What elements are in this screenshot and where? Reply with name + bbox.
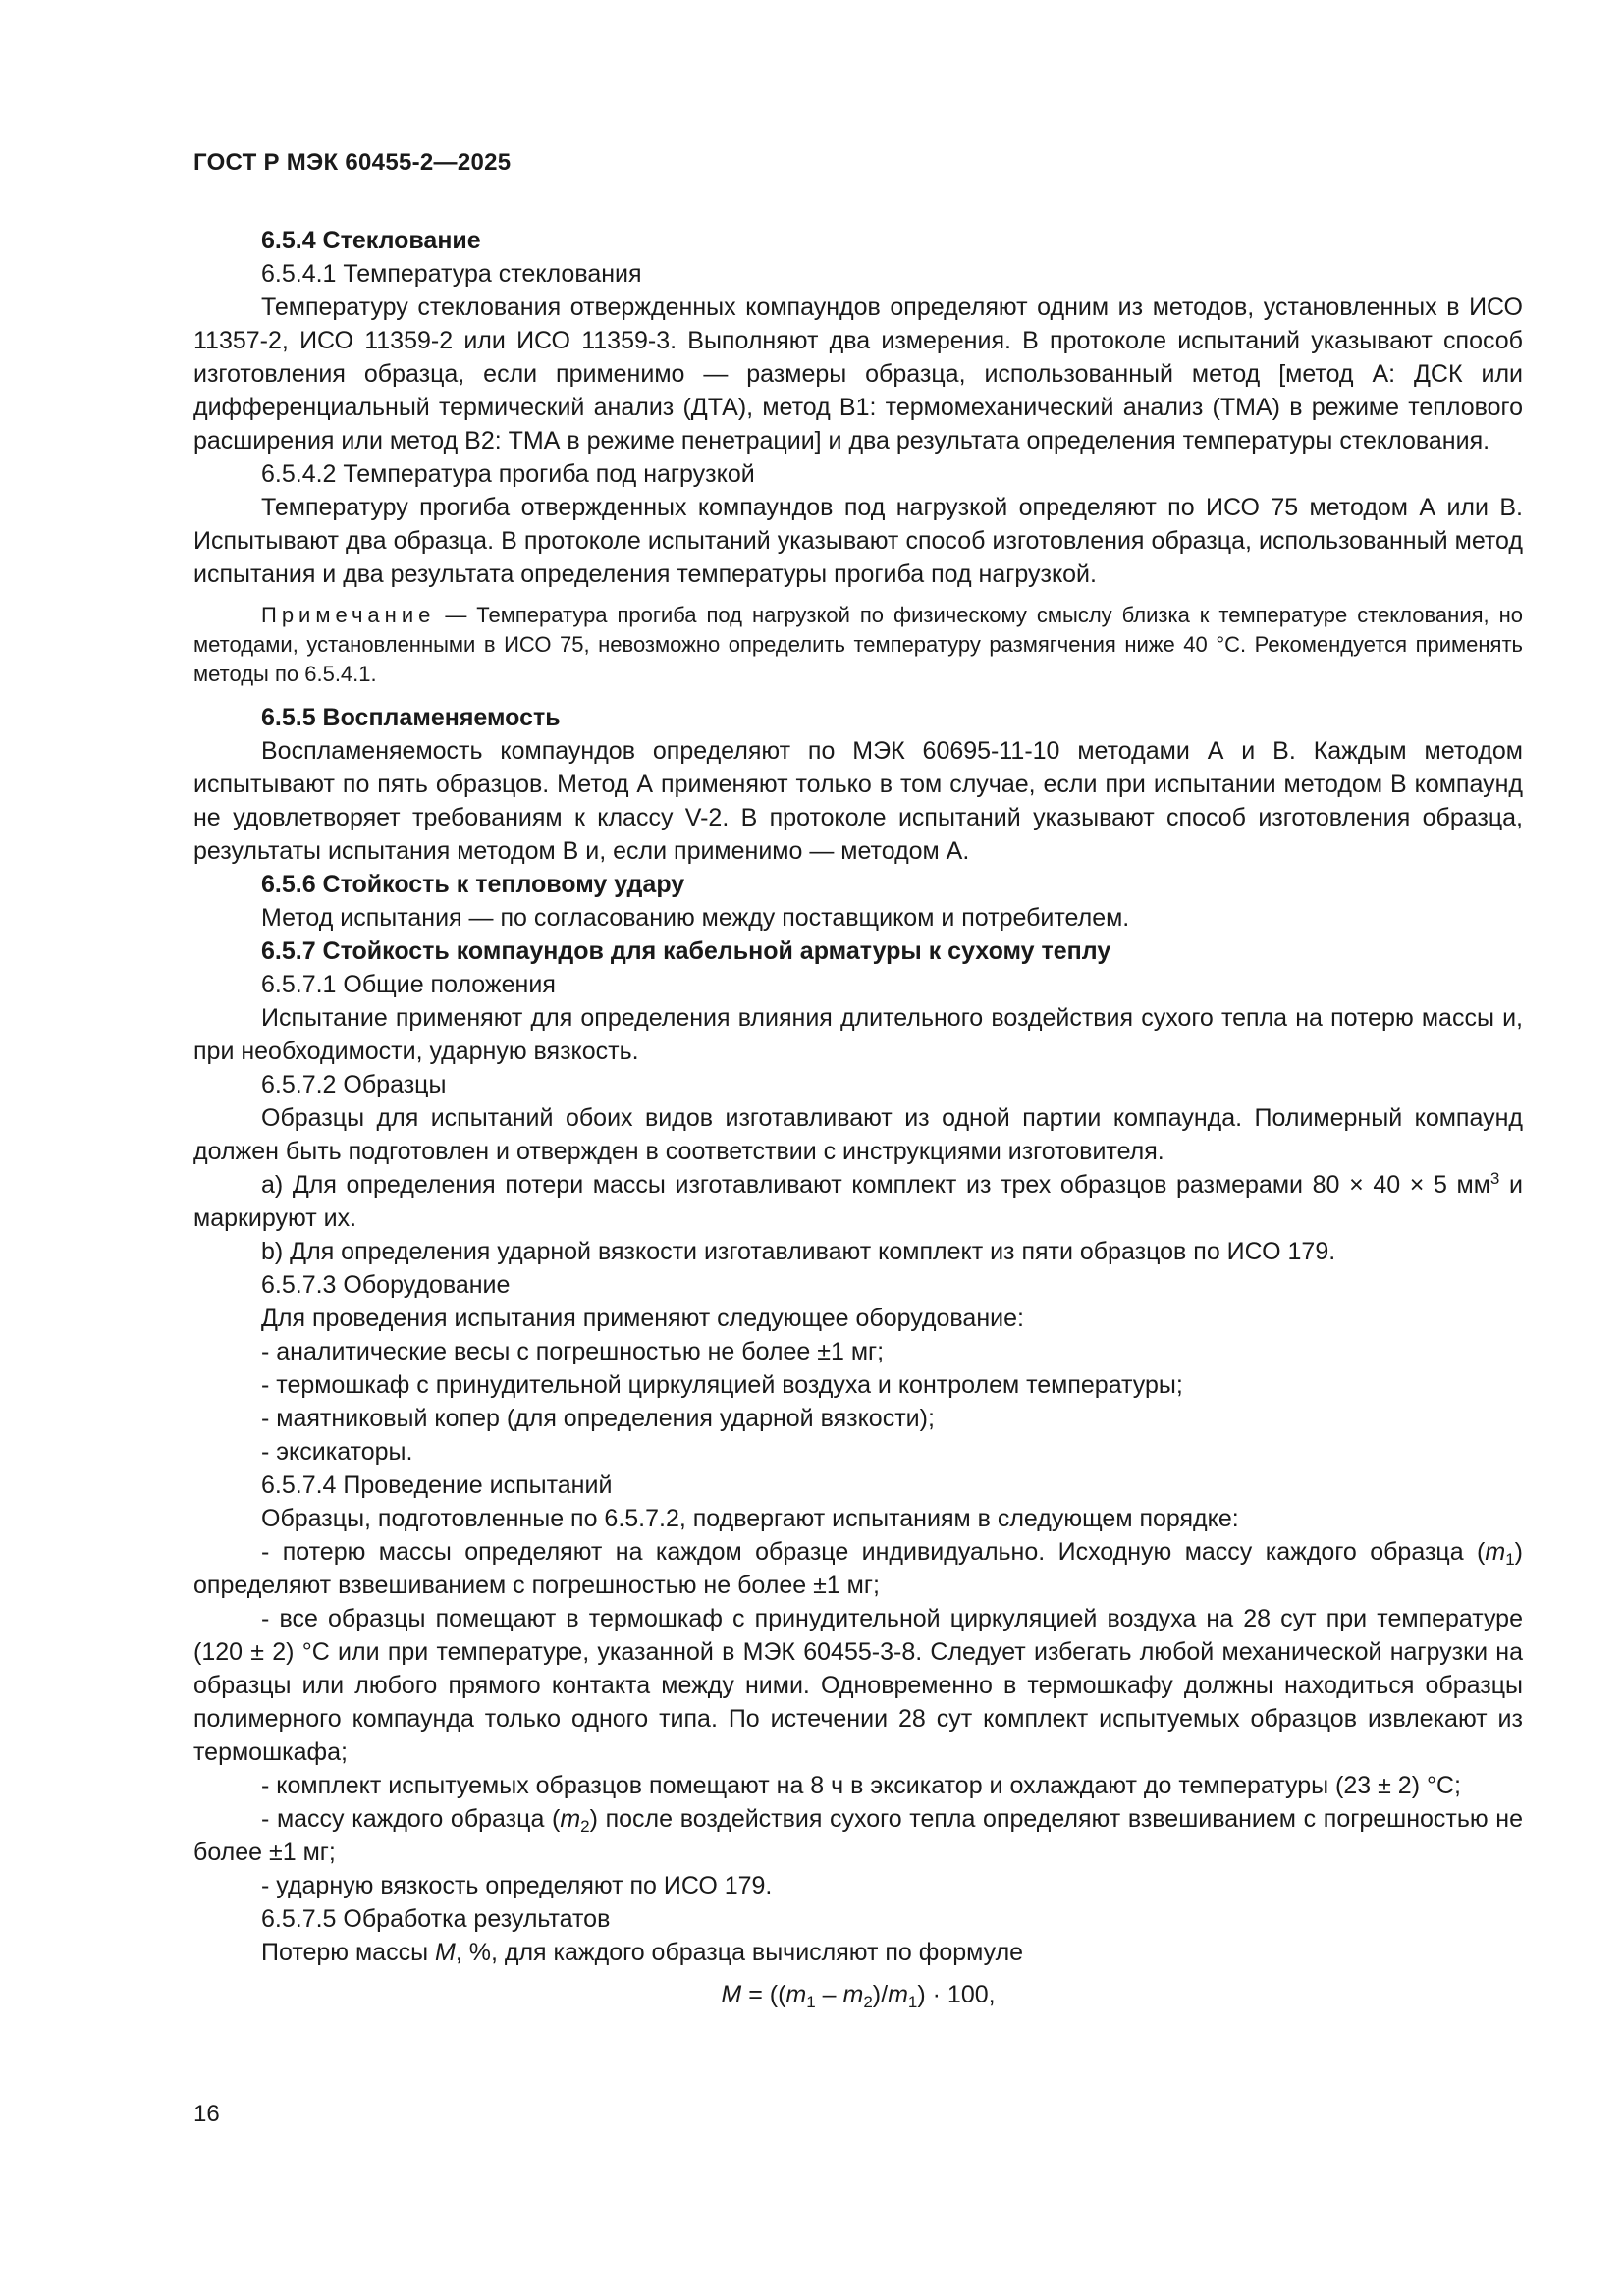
subsection-title-6-5-7-4: 6.5.7.4 Проведение испытаний xyxy=(261,1471,613,1499)
paragraph-6-5-7-2: Образцы для испытаний обоих видов изготавливают из одной партии компаунда. Полимерный компаунд должен быть подготовлен и отвержден в соответствии с инструкциями изготовителя. xyxy=(193,1104,1523,1165)
page-number: 16 xyxy=(193,2101,220,2127)
paragraph-6-5-5: Воспламеняемость компаундов определяют по МЭК 60695-11-10 методами А и В. Каждым методом испытывают по пять образцов. Метод А применяют только в том случае, если при испытании методом В компаунд не удовлетворяет требованиям к классу V-2. В протоколе испытаний указывают способ изготовления образца, результаты испытания методом В и, если применимо — методом А. xyxy=(193,737,1523,865)
superscript-3: 3 xyxy=(1489,1169,1500,1188)
paragraph-6-5-4-1: Температуру стеклования отвержденных компаундов определяют одним из методов, установленных в ИСО 11357-2, ИСО 11359-2 или ИСО 11359-3. Выполняют два измерения. В протоколе испытаний указывают способ изготовления образца, если применимо — размеры образца, использованный метод [метод А: ДСК или дифференциальный термический анализ (ДТА), метод В1: термомеханический анализ (ТМА) в режиме теплового расширения или метод В2: ТМА в режиме пенетрации] и два результата определения температуры стеклования. xyxy=(193,294,1523,454)
paragraph-6-5-6: Метод испытания — по согласованию между поставщиком и потребителем. xyxy=(261,904,1130,932)
page-content xyxy=(193,224,1523,2014)
subsection-title-6-5-4-1: 6.5.4.1 Температура стеклования xyxy=(261,260,642,288)
section-heading-6-5-4: 6.5.4 Стеклование xyxy=(261,227,481,254)
procedure-item: - ударную вязкость определяют по ИСО 179. xyxy=(261,1872,773,1899)
equipment-item: - аналитические весы с погрешностью не более ±1 мг; xyxy=(261,1338,885,1365)
subsection-title-6-5-7-2: 6.5.7.2 Образцы xyxy=(261,1071,447,1098)
procedure-item: - комплект испытуемых образцов помещают на 8 ч в эксикатор и охлаждают до температуры (23 ± 2) °С; xyxy=(261,1772,1461,1799)
subsection-title-6-5-4-2: 6.5.4.2 Температура прогиба под нагрузкой xyxy=(261,460,755,488)
section-heading-6-5-6: 6.5.6 Стойкость к тепловому удару xyxy=(261,871,685,898)
note-6-5-4-2 xyxy=(193,601,1523,689)
mass-loss-formula: $M = ((m_1 - m_2)/m_1) \cdot 100$, xyxy=(721,1981,996,2011)
subsection-title-6-5-7-3: 6.5.7.3 Оборудование xyxy=(261,1271,511,1299)
paragraph-6-5-7-1: Испытание применяют для определения влияния длительного воздействия сухого тепла на потерю массы и, при необходимости, ударную вязкость. xyxy=(193,1004,1523,1065)
procedure-item: - потерю массы определяют на каждом образце индивидуально. Исходную массу каждого образца $(m_1)$ определяют взвешиванием с погрешностью не более ±1 мг; xyxy=(193,1538,1523,1599)
paragraph-6-5-4-2: Температуру прогиба отвержденных компаундов под нагрузкой определяют по ИСО 75 методом А или В. Испытывают два образца. В протоколе испытаний указывают способ изготовления образца, использованный метод испытания и два результата определения температуры прогиба под нагрузкой. xyxy=(193,494,1523,588)
equipment-item: - термошкаф с принудительной циркуляцией воздуха и контролем температуры; xyxy=(261,1371,1183,1399)
note-label: Примечание xyxy=(261,603,436,627)
equipment-intro: Для проведения испытания применяют следующее оборудование: xyxy=(261,1305,1024,1332)
equipment-item: - маятниковый копер (для определения ударной вязкости); xyxy=(261,1405,935,1432)
equipment-item: - эксикаторы. xyxy=(261,1438,413,1466)
list-item-b: b) Для определения ударной вязкости изготавливают комплект из пяти образцов по ИСО 179. xyxy=(261,1238,1336,1265)
section-heading-6-5-5: 6.5.5 Воспламеняемость xyxy=(261,704,561,731)
note-text: — Температура прогиба под нагрузкой по физическому смыслу близка к температуре стеклования, но методами, установленными в ИСО 75, невозможно определить температуру размягчения ниже 40 °С. Рекомендуется применять методы по 6.5.4.1. xyxy=(193,603,1523,686)
procedure-item: - все образцы помещают в термошкаф с принудительной циркуляцией воздуха на 28 сут при температуре (120 ± 2) °С или при температуре, указанной в МЭК 60455-3-8. Следует избегать любой механической нагрузки на образцы или любого прямого контакта между ними. Одновременно в термошкафу должны находиться образцы полимерного компаунда только одного типа. По истечении 28 сут комплект испытуемых образцов извлекают из термошкафа; xyxy=(193,1605,1523,1766)
calculation-intro: Потерю массы M, %, для каждого образца вычисляют по формуле xyxy=(261,1939,1024,1966)
list-item-a: а) Для определения потери массы изготавливают комплект из трех образцов размерами 80 × 40 × 5 $мм^3$ и маркируют их. xyxy=(193,1169,1523,1232)
section-heading-6-5-7: 6.5.7 Стойкость компаундов для кабельной арматуры к сухому теплу xyxy=(261,937,1111,965)
document-code-header: ГОСТ Р МЭК 60455-2—2025 xyxy=(193,149,512,176)
procedure-intro: Образцы, подготовленные по 6.5.7.2, подвергают испытаниям в следующем порядке: xyxy=(261,1505,1239,1532)
subsection-title-6-5-7-1: 6.5.7.1 Общие положения xyxy=(261,971,556,998)
subsection-title-6-5-7-5: 6.5.7.5 Обработка результатов xyxy=(261,1905,611,1933)
procedure-item: - массу каждого образца $(m_2)$ после воздействия сухого тепла определяют взвешиванием с погрешностью не более ±1 мг; xyxy=(193,1805,1523,1866)
